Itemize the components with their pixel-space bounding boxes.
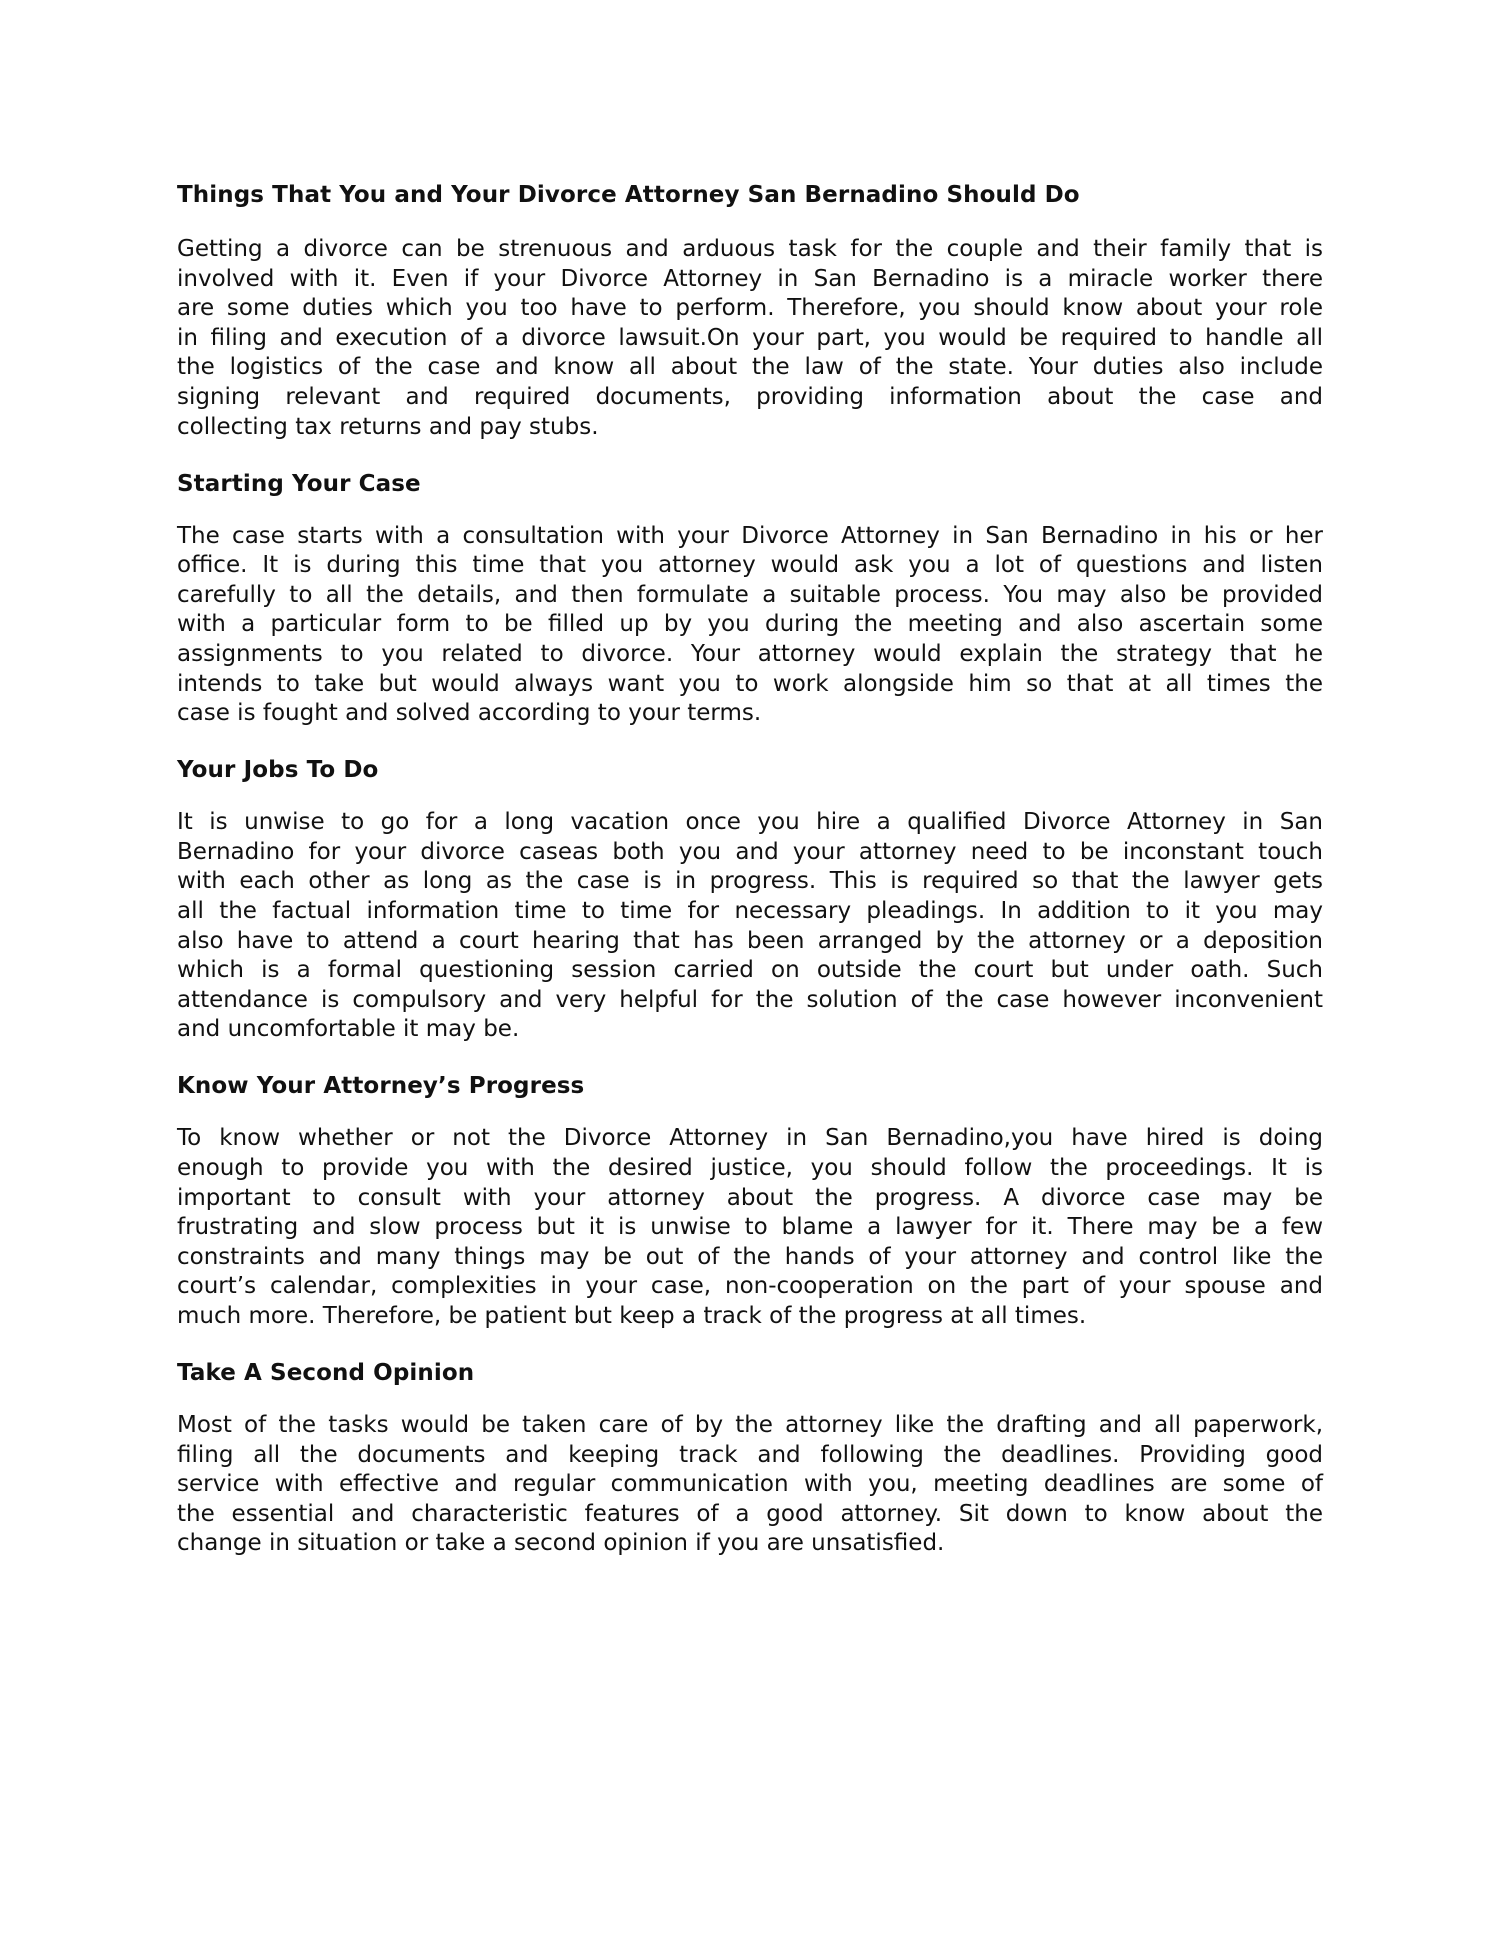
section-paragraph [177,1411,1323,1559]
section-paragraph [177,235,1323,442]
section-heading: Know Your Attorney’s Progress [177,1073,585,1100]
paragraph-line: much more. Therefore, be patient but keep a track of the progress at all times. [177,1302,1087,1329]
paragraph-line: enough to provide you with the desired justice, you should follow the proceedings. It is [177,1154,1323,1181]
section-heading: Take A Second Opinion [177,1360,475,1386]
paragraph-line: service with effective and regular communication with you, meeting deadlines are some of [177,1471,1323,1498]
paragraph-line: are some duties which you too have to perform. Therefore, you should know about your role [177,295,1323,322]
paragraph-line: Bernadino for your divorce caseas both you and your attorney need to be inconstant touch [177,838,1323,865]
section-heading: Your Jobs To Do [177,757,379,784]
section-paragraph [177,808,1323,1045]
paragraph-line: Getting a divorce can be strenuous and arduous task for the couple and their family that is [177,236,1323,262]
paragraph-line: with each other as long as the case is in progress. This is required so that the lawyer gets [177,868,1323,895]
paragraph-line: carefully to all the details, and then formulate a suitable process. You may also be provided [177,581,1323,608]
paragraph-line: assignments to you related to divorce. Your attorney would explain the strategy that he [177,640,1323,667]
paragraph-line: which is a formal questioning session carried on outside the court but under oath. Such [177,957,1323,984]
paragraph-line: collecting tax returns and pay stubs. [177,413,599,440]
paragraph-line: constraints and many things may be out of the hands of your attorney and control like the [177,1243,1323,1270]
paragraph-line: involved with it. Even if your Divorce Attorney in San Bernadino is a miracle worker there [177,265,1323,292]
paragraph-line: frustrating and slow process but it is unwise to blame a lawyer for it. There may be a few [177,1214,1323,1241]
paragraph-line: with a particular form to be filled up by you during the meeting and also ascertain some [177,611,1323,638]
paragraph-line: case is fought and solved according to your terms. [177,700,762,727]
paragraph-line: in filing and execution of a divorce lawsuit.On your part, you would be required to handle all [177,324,1323,351]
section-paragraph [177,522,1323,729]
paragraph-line: the essential and characteristic features of a good attorney. Sit down to know about the [177,1500,1323,1527]
paragraph-line: It is unwise to go for a long vacation once you hire a qualified Divorce Attorney in San [177,809,1323,836]
paragraph-line: filing all the documents and keeping track and following the deadlines. Providing good [177,1441,1323,1468]
paragraph-line: the logistics of the case and know all about the law of the state. Your duties also include [177,354,1323,381]
paragraph-line: change in situation or take a second opinion if you are unsatisfied. [177,1530,945,1557]
paragraph-line: court’s calendar, complexities in your case, non-cooperation on the part of your spouse and [177,1273,1323,1300]
paragraph-line: important to consult with your attorney about the progress. A divorce case may be [177,1184,1323,1211]
paragraph-line: office. It is during this time that you attorney would ask you a lot of questions and listen [177,552,1323,579]
paragraph-line: The case starts with a consultation with your Divorce Attorney in San Bernadino in his or her [177,522,1323,549]
paragraph-line: also have to attend a court hearing that has been arranged by the attorney or a deposition [177,927,1323,954]
paragraph-line: To know whether or not the Divorce Attorney in San Bernadino,you have hired is doing [177,1125,1323,1152]
paragraph-line: intends to take but would always want you to work alongside him so that at all times the [177,670,1323,697]
paragraph-line: attendance is compulsory and very helpful for the solution of the case however inconvenient [177,986,1323,1013]
section-heading: Starting Your Case [177,470,421,497]
paragraph-line: signing relevant and required documents, providing information about the case and [177,383,1323,410]
document-title: Things That You and Your Divorce Attorney San Bernadino Should Do [177,182,1080,208]
paragraph-line: all the factual information time to time for necessary pleadings. In addition to it you may [177,897,1323,924]
section-paragraph [177,1124,1323,1331]
paragraph-line: Most of the tasks would be taken care of by the attorney like the drafting and all paperwork, [177,1412,1323,1438]
paragraph-line: and uncomfortable it may be. [177,1016,520,1043]
